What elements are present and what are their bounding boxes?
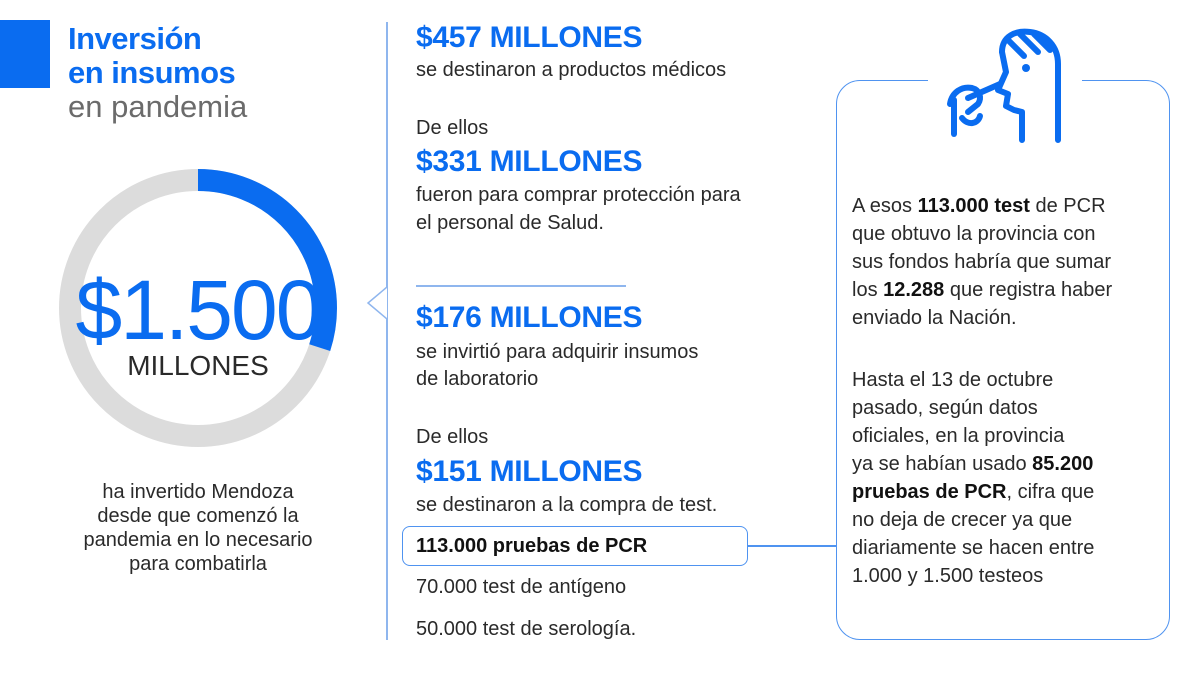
card-line [852, 478, 1152, 506]
headline-331: $331 MILLONES [416, 145, 643, 178]
card-line: Hasta el 13 de octubre [852, 369, 1054, 391]
card-text: de PCR [1029, 195, 1106, 217]
card-bold-12288: 12.288 [883, 279, 945, 301]
caption-line: para combatirla [129, 553, 267, 575]
block4-text: se destinaron a la compra de test. [416, 494, 718, 516]
accent-bar [0, 20, 50, 88]
card-text: A esos [852, 195, 918, 217]
card-bold-pcr: pruebas de PCR [852, 481, 1007, 503]
block2-line-2: el personal de Salud. [416, 212, 604, 234]
block2-intro: De ellos [416, 117, 489, 139]
block3-line-2: de laboratorio [416, 368, 539, 390]
card-line [852, 450, 1152, 478]
card-line: oficiales, en la provincia [852, 425, 1065, 447]
block1-text: se destinaron a productos médicos [416, 59, 727, 81]
title-line-3: en pandemia [68, 89, 248, 124]
block4-intro: De ellos [416, 426, 489, 448]
card-line: que obtuvo la provincia con [852, 223, 1096, 245]
title-line-1: Inversión [68, 21, 202, 56]
headline-457: $457 MILLONES [416, 21, 643, 54]
total-unit: MILLONES [127, 350, 269, 381]
caption-line: pandemia en lo necesario [83, 529, 313, 551]
card-line [852, 276, 1152, 304]
block2-line-1: fueron para comprar protección para [416, 184, 741, 206]
card-bold-85200: 85.200 [1032, 453, 1094, 475]
antigen-tests-count: 70.000 test de antígeno [416, 576, 627, 598]
card-text: ya se habían usado [852, 453, 1033, 475]
card-line: no deja de crecer ya que [852, 509, 1073, 531]
headline-176: $176 MILLONES [416, 301, 643, 334]
card-text: que registra haber [944, 279, 1113, 301]
card-paragraph-2 [852, 366, 1152, 590]
caption-line: ha invertido Mendoza [102, 481, 294, 503]
vertical-divider [386, 22, 388, 640]
card-line: enviado la Nación. [852, 307, 1017, 329]
card-line [852, 192, 1152, 220]
card-text: , cifra que [1006, 481, 1095, 503]
serology-tests-count: 50.000 test de serología. [416, 618, 637, 640]
card-bold-113000: 113.000 test [917, 195, 1030, 217]
card-line: 1.000 y 1.500 testeos [852, 565, 1044, 587]
title-line-2: en insumos [68, 55, 236, 90]
divider-pointer [366, 285, 388, 321]
card-paragraph-1 [852, 192, 1152, 332]
card-line: sus fondos habría que sumar [852, 251, 1112, 273]
nasal-swab-test-icon [942, 22, 1066, 144]
total-amount: $1.500 [75, 263, 321, 357]
section-rule [416, 285, 626, 287]
pcr-tests-count: 113.000 pruebas de PCR [416, 535, 648, 557]
headline-151: $151 MILLONES [416, 455, 643, 488]
card-line: diariamente se hacen entre [852, 537, 1095, 559]
card-connector-line [748, 545, 838, 547]
card-line: pasado, según datos [852, 397, 1038, 419]
caption-line: desde que comenzó la [97, 505, 299, 527]
card-text: los [852, 279, 884, 301]
donut-caption [60, 480, 336, 576]
block3-line-1: se invirtió para adquirir insumos [416, 341, 699, 363]
